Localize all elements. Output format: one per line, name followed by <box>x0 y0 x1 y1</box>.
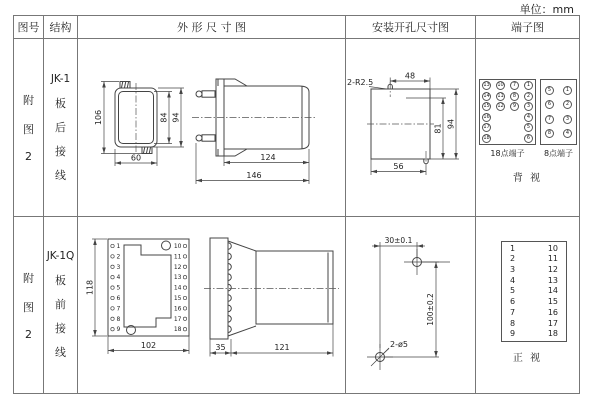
dim-35: 35 <box>215 343 226 352</box>
terminal-row <box>502 245 566 253</box>
dim-121: 121 <box>274 343 290 352</box>
mounting-jk1q-svg <box>346 217 476 393</box>
term-num: 14 <box>547 286 558 296</box>
terminal-row <box>502 287 566 295</box>
terminal-circle: 3 <box>563 115 572 124</box>
term-num: 15 <box>547 297 558 307</box>
terminal-row <box>502 266 566 274</box>
wiring-char: 后 <box>55 120 66 134</box>
mounting-drawing-jk1 <box>346 39 476 217</box>
terminal-circle: 4 <box>524 113 533 122</box>
terminal-row <box>541 129 576 138</box>
terminal-row <box>480 123 535 132</box>
terminal-circle: 4 <box>563 129 572 138</box>
term-num: 5 <box>116 284 121 292</box>
fig-char: 附 <box>23 271 34 285</box>
terminal-spacer <box>510 123 519 132</box>
terminal-circle: 10 <box>497 82 504 89</box>
spec-table <box>13 15 580 394</box>
terminal-18pt-front-box <box>501 241 567 342</box>
term-num: 11 <box>547 254 558 264</box>
wiring-char: 线 <box>55 346 66 359</box>
terminal-diagram-jk1q <box>476 217 579 393</box>
mounting-drawing-jk1q <box>346 217 476 393</box>
terminal-circle: 6 <box>524 134 533 143</box>
fig-char: 图 <box>23 300 34 314</box>
fig-no-row1 <box>14 39 44 217</box>
structure-row2 <box>44 217 78 393</box>
terminal-spacer <box>510 134 519 143</box>
wiring-char: 线 <box>55 168 66 182</box>
terminal-circle: 2 <box>563 100 572 109</box>
terminal-18pt-box <box>479 79 536 145</box>
term-num: 17 <box>173 315 182 323</box>
dim-94: 94 <box>171 112 181 123</box>
dim-124: 124 <box>260 153 276 162</box>
fig-char: 2 <box>25 150 32 163</box>
view-label-rear: 背 视 <box>512 173 543 184</box>
terminal-circle: 5 <box>524 123 533 132</box>
term-num: 4 <box>510 275 516 285</box>
terminal-circle: 7 <box>510 81 519 90</box>
term-num: 1 <box>510 243 516 253</box>
term-num: 3 <box>116 263 121 271</box>
term-num: 4 <box>116 274 121 282</box>
model-label: JK-1Q <box>46 250 75 262</box>
terminal-spacer <box>496 134 505 143</box>
terminal-circle: 16 <box>483 113 490 120</box>
term-num: 12 <box>547 265 558 275</box>
terminal-circle: 15 <box>483 103 490 110</box>
term-num: 6 <box>510 297 516 307</box>
terminal-row <box>502 255 566 263</box>
terminal-circle: 1 <box>563 86 572 95</box>
term-num: 14 <box>173 284 182 292</box>
term-num: 18 <box>173 326 182 334</box>
terminal-spacer <box>496 123 505 132</box>
terminal-row <box>541 86 576 95</box>
header-mounting-dims: 安装开孔尺寸图 <box>346 16 476 39</box>
terminal-row <box>480 134 535 143</box>
terminal-row <box>502 277 566 285</box>
structure-row1 <box>44 39 78 217</box>
fig-char: 图 <box>23 123 34 136</box>
term-num: 8 <box>510 318 516 328</box>
term-num: 6 <box>116 295 121 302</box>
dim-100: 100±0.2 <box>426 293 435 326</box>
term-num: 16 <box>547 307 558 317</box>
terminal-circle: 6 <box>545 100 554 109</box>
term-num: 12 <box>173 263 182 271</box>
wiring-char: 前 <box>55 298 66 311</box>
terminal-circle: 17 <box>483 124 490 131</box>
outline-drawing-jk1q <box>78 217 346 393</box>
outline-jk1-svg <box>78 39 346 217</box>
dim-30: 30±0.1 <box>384 236 413 245</box>
term-num: 10 <box>547 243 558 253</box>
terminal-row <box>502 330 566 338</box>
terminal-row <box>541 100 576 109</box>
term-num: 3 <box>510 265 516 275</box>
terminal-circle: 7 <box>545 115 554 124</box>
terminal-circle: 8 <box>545 129 554 138</box>
term-num: 10 <box>173 243 182 250</box>
term-num: 11 <box>173 253 182 261</box>
dim-118: 118 <box>85 279 95 296</box>
terminal-circle: 8 <box>510 92 519 101</box>
term-num: 2 <box>116 253 121 261</box>
note-2-r2p5: 2-R2.5 <box>347 78 374 87</box>
terminal-row <box>502 298 566 306</box>
terminal-circle: 11 <box>497 92 504 99</box>
terminal-8pt-box <box>540 79 577 145</box>
term-num: 2 <box>510 254 516 264</box>
term-num: 7 <box>116 305 121 313</box>
terminal-row <box>480 81 535 90</box>
label-8pt: 8点端子 <box>543 149 574 158</box>
header-terminal-diagram: 端子图 <box>476 16 579 39</box>
label-18pt: 18点端子 <box>490 149 525 158</box>
wiring-char: 板 <box>55 96 66 110</box>
wiring-char: 接 <box>55 144 66 158</box>
terminal-row <box>480 113 535 122</box>
dim-81: 81 <box>433 123 443 134</box>
note-2-dia5: 2-ø5 <box>390 340 408 349</box>
term-num: 1 <box>116 243 121 250</box>
wiring-char: 板 <box>55 274 66 287</box>
unit-label: 单位：mm <box>519 3 574 16</box>
term-num: 15 <box>173 295 182 302</box>
terminal-spacer <box>510 113 519 122</box>
terminal-row <box>502 320 566 328</box>
term-num: 7 <box>510 307 516 317</box>
term-num: 18 <box>547 329 558 339</box>
dim-146: 146 <box>246 171 262 180</box>
dim-106: 106 <box>94 109 103 126</box>
terminal-circle: 2 <box>524 92 533 101</box>
term-num: 17 <box>547 318 558 328</box>
terminal-diagram-jk1 <box>476 39 579 217</box>
term-num: 9 <box>510 329 516 339</box>
dim-56: 56 <box>393 162 404 171</box>
terminal-circle: 5 <box>545 86 554 95</box>
mounting-jk1-svg <box>346 39 476 217</box>
fig-char: 附 <box>23 94 34 107</box>
wiring-char: 接 <box>55 322 66 335</box>
terminal-row <box>480 102 535 111</box>
header-outline-dims: 外 形 尺 寸 图 <box>78 16 346 39</box>
terminal-circle: 13 <box>483 82 490 89</box>
term-num: 9 <box>116 326 121 334</box>
terminal-circle: 9 <box>510 102 519 111</box>
terminal-circle: 18 <box>483 134 490 141</box>
terminal-row <box>541 115 576 124</box>
fig-no-row2 <box>14 217 44 393</box>
terminal-circle: 12 <box>497 103 504 110</box>
term-num: 13 <box>547 275 558 285</box>
terminal-spacer <box>496 113 505 122</box>
terminal-row <box>480 92 535 101</box>
header-fig-no: 图号 <box>14 16 44 39</box>
term-num: 8 <box>116 315 121 323</box>
terminal-row <box>502 309 566 317</box>
header-structure: 结构 <box>44 16 78 39</box>
term-num: 13 <box>173 274 182 282</box>
terminal-circle: 14 <box>483 92 490 99</box>
model-label: JK-1 <box>50 72 71 85</box>
dim-60: 60 <box>130 153 142 163</box>
term-num: 5 <box>510 286 516 296</box>
fig-char: 2 <box>25 327 32 341</box>
dim-102: 102 <box>140 341 157 350</box>
outline-jk1q-svg <box>78 217 346 393</box>
term-num: 16 <box>173 305 182 313</box>
dim-84: 84 <box>159 112 169 123</box>
dim-94b: 94 <box>446 118 456 130</box>
outline-drawing-jk1 <box>78 39 346 217</box>
view-label-front: 正 视 <box>512 353 543 364</box>
dim-48: 48 <box>404 71 416 81</box>
terminal-circle: 1 <box>524 81 533 90</box>
terminal-circle: 3 <box>524 102 533 111</box>
